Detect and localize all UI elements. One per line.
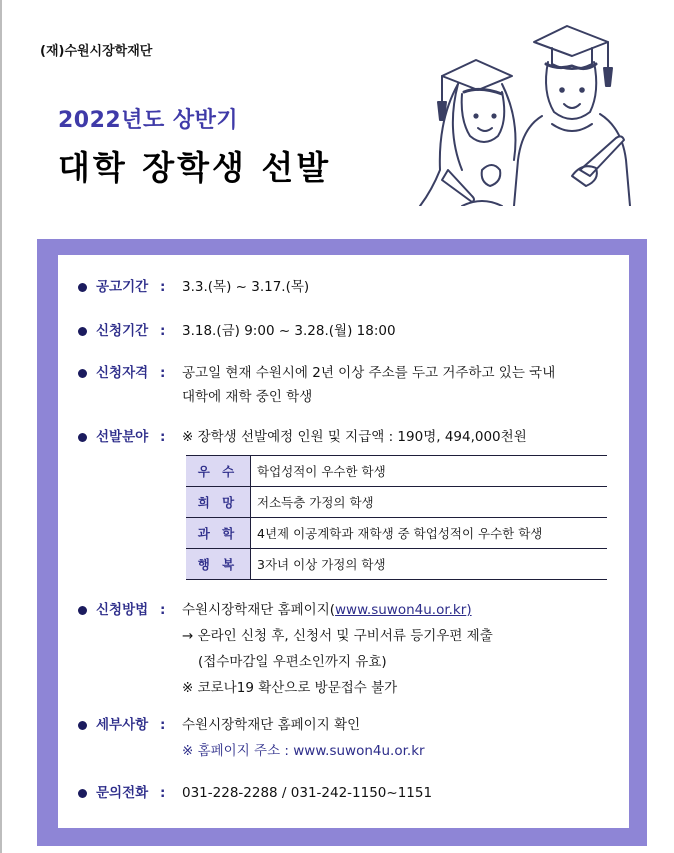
details-line-2[interactable]: ※ 홈페이지 주소 : www.suwon4u.or.kr xyxy=(182,743,425,759)
field-key: 과 학 xyxy=(186,518,251,549)
method-line-2: → 온라인 신청 후, 신청서 및 구비서류 등기우편 제출 xyxy=(182,628,493,644)
field-desc: 저소득층 가정의 학생 xyxy=(251,487,608,518)
page-title: 대학 장학생 선발 xyxy=(58,148,332,187)
qualification-label: 신청자격 xyxy=(96,365,149,381)
qualification-line-2: 대학에 재학 중인 학생 xyxy=(182,389,313,405)
homepage-link[interactable]: www.suwon4u.or.kr xyxy=(335,602,467,618)
method-row: 신청방법 : 수원시장학재단 홈페이지(www.suwon4u.or.kr) → 온라인 신청 후, 신청서 및 구비서류 등기우편 제출 (접수마감일 우편소인까지 유효) ※ 코로나19 확산으로 방문접수 불가 xyxy=(78,600,493,698)
fields-row: 선발분야 : ※ 장학생 선발예정 인원 및 지급액 : 190명, 494,000천원 xyxy=(78,427,527,447)
phone-row: 문의전화 : 031-228-2288 / 031-242-1150~1151 xyxy=(78,783,432,803)
method-line-3: (접수마감일 우편소인까지 유효) xyxy=(198,654,387,670)
bullet-icon xyxy=(78,606,87,615)
table-row xyxy=(186,487,607,518)
notice-period-row: 공고기간 : 3.3.(목) ~ 3.17.(목) xyxy=(78,277,309,297)
fields-label: 선발분야 xyxy=(96,429,149,445)
table-row xyxy=(186,456,607,487)
field-desc: 4년제 이공계학과 재학생 중 학업성적이 우수한 학생 xyxy=(251,518,608,549)
notice-period-value: 3.3.(목) ~ 3.17.(목) xyxy=(182,279,310,295)
notice-period-label: 공고기간 xyxy=(96,279,149,295)
field-key: 우 수 xyxy=(186,456,251,487)
phone-value: 031-228-2288 / 031-242-1150~1151 xyxy=(182,785,433,801)
method-value xyxy=(182,600,493,698)
apply-period-label: 신청기간 xyxy=(96,323,149,339)
phone-label: 문의전화 xyxy=(96,785,149,801)
bullet-icon xyxy=(78,327,87,336)
apply-period-row: 신청기간 : 3.18.(금) 9:00 ~ 3.28.(월) 18:00 xyxy=(78,321,396,341)
bullet-icon xyxy=(78,721,87,730)
apply-period-value: 3.18.(금) 9:00 ~ 3.28.(월) 18:00 xyxy=(182,323,396,339)
graduates-illustration xyxy=(402,20,646,206)
left-page-rule xyxy=(0,0,2,853)
method-line-4: ※ 코로나19 확산으로 방문접수 불가 xyxy=(182,680,398,696)
fields-table xyxy=(186,455,607,580)
method-label: 신청방법 xyxy=(96,602,149,618)
bullet-icon xyxy=(78,433,87,442)
table-row xyxy=(186,518,607,549)
bullet-icon xyxy=(78,789,87,798)
bullet-icon xyxy=(78,369,87,378)
qualification-line-1: 공고일 현재 수원시에 2년 이상 주소를 두고 거주하고 있는 국내 xyxy=(182,365,556,381)
table-row xyxy=(186,549,607,580)
fields-note: ※ 장학생 선발예정 인원 및 지급액 : 190명, 494,000천원 xyxy=(182,429,527,445)
field-key: 행 복 xyxy=(186,549,251,580)
org-name: (재)수원시장학재단 xyxy=(40,44,153,59)
bullet-icon xyxy=(78,283,87,292)
field-desc: 학업성적이 우수한 학생 xyxy=(251,456,608,487)
content-panel xyxy=(58,255,629,828)
qualification-value xyxy=(182,363,555,407)
page-subtitle: 2022년도 상반기 xyxy=(58,108,239,133)
qualification-row: 신청자격 : 공고일 현재 수원시에 2년 이상 주소를 두고 거주하고 있는 국내 대학에 재학 중인 학생 xyxy=(78,363,555,407)
method-line-1: 수원시장학재단 홈페이지(www.suwon4u.or.kr) xyxy=(182,602,472,618)
details-label: 세부사항 xyxy=(96,717,149,733)
details-line-1: 수원시장학재단 홈페이지 확인 xyxy=(182,717,361,733)
details-value xyxy=(182,715,425,761)
details-row: 세부사항 : 수원시장학재단 홈페이지 확인 ※ 홈페이지 주소 : www.suwon4u.or.kr xyxy=(78,715,425,761)
field-desc: 3자녀 이상 가정의 학생 xyxy=(251,549,608,580)
field-key: 희 망 xyxy=(186,487,251,518)
